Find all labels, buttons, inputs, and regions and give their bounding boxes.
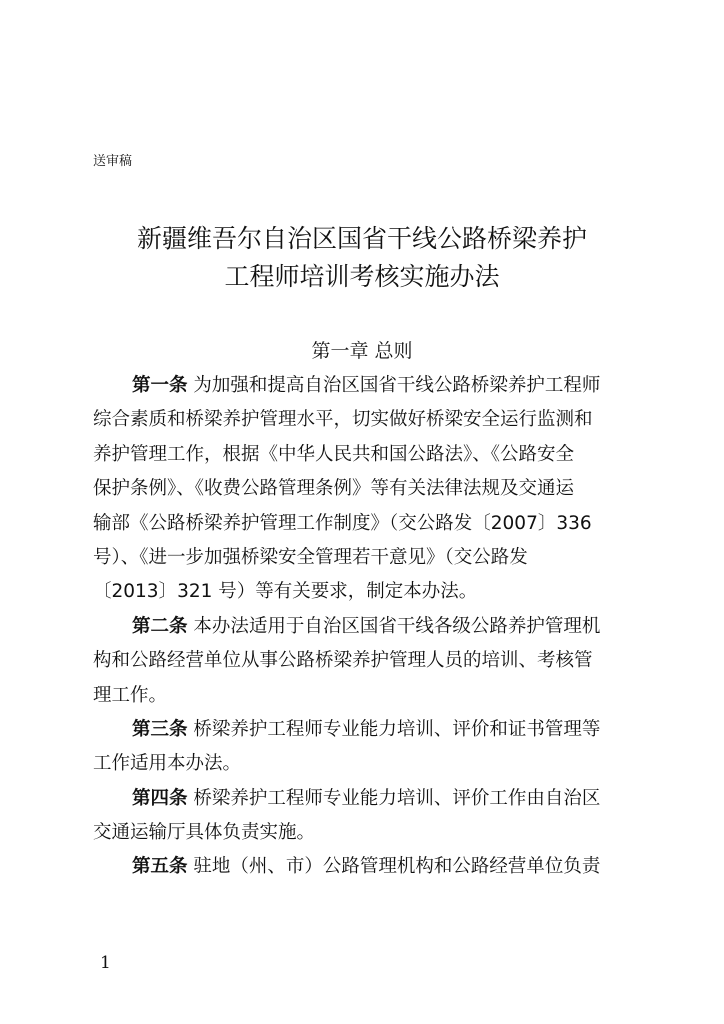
- line-text: 驻地（州、市）公路管理机构和公路经营单位负责: [187, 856, 601, 878]
- body-line: [93, 816, 638, 850]
- line-text: 桥梁养护工程师专业能力培训、评价工作由自治区: [187, 787, 601, 809]
- page-number: 1: [100, 953, 111, 973]
- body-line: [93, 403, 638, 437]
- line-text: 桥梁养护工程师专业能力培训、评价和证书管理等: [187, 718, 601, 740]
- document-body: [93, 369, 638, 885]
- body-line: [93, 541, 638, 575]
- document-title-line-2: 工程师培训考核实施办法: [224, 262, 500, 291]
- body-line: [93, 610, 638, 644]
- article-label: 第二条: [132, 615, 188, 637]
- article-label: 第一条: [132, 375, 188, 396]
- article-label: 第五条: [132, 856, 188, 878]
- body-line: [93, 472, 638, 506]
- line-text: 养护管理工作，根据《中华人民共和国公路法》、《公路安全: [93, 443, 575, 465]
- article-label: 第四条: [132, 787, 188, 809]
- article-label: 第三条: [132, 718, 188, 740]
- body-line: [93, 850, 638, 884]
- line-text: 构和公路经营单位从事公路桥梁养护管理人员的培训、考核管: [93, 650, 593, 672]
- chapter-heading: 第一章 总则: [311, 340, 413, 362]
- line-text: 〔2013〕321 号）等有关要求，制定本办法。: [93, 581, 478, 603]
- body-line: [93, 713, 638, 747]
- line-text: 输部《公路桥梁养护管理工作制度》（交公路发〔2007〕336: [93, 512, 592, 534]
- line-text: 保护条例》、《收费公路管理条例》等有关法律法规及交通运: [93, 478, 575, 500]
- body-line: [93, 438, 638, 472]
- line-text: 综合素质和桥梁养护管理水平，切实做好桥梁安全运行监测和: [93, 409, 593, 431]
- body-line: [93, 507, 638, 541]
- document-title-line-1: 新疆维吾尔自治区国省干线公路桥梁养护: [136, 224, 587, 253]
- line-text: 理工作。: [93, 684, 168, 706]
- body-line: [93, 747, 638, 781]
- draft-label: 送审稿: [93, 154, 133, 169]
- line-text: 工作适用本办法。: [93, 753, 242, 775]
- line-text: 为加强和提高自治区国省干线公路桥梁养护工程师: [187, 375, 601, 396]
- body-line: [93, 369, 638, 403]
- line-text: 交通运输厅具体负责实施。: [93, 822, 316, 844]
- line-text: 本办法适用于自治区国省干线各级公路养护管理机: [187, 615, 601, 637]
- body-line: [93, 644, 638, 678]
- body-line: [93, 679, 638, 713]
- line-text: 号）、《进一步加强桥梁安全管理若干意见》（交公路发: [93, 546, 528, 568]
- body-line: [93, 782, 638, 816]
- body-line: [93, 575, 638, 609]
